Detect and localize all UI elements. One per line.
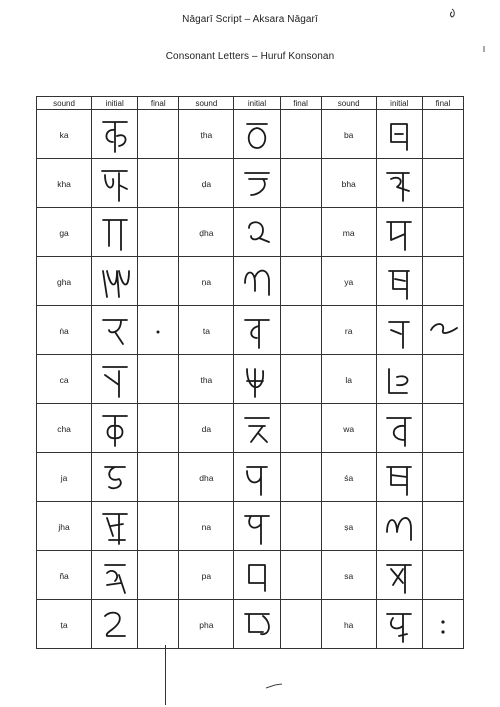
document-subtitle: Consonant Letters – Huruf Konsonan (165, 51, 335, 62)
sound-cell (179, 551, 234, 600)
sound-cell (179, 502, 234, 551)
sound-label: gha (56, 277, 72, 287)
nagari-letter-ha-glyph (381, 602, 417, 646)
initial-glyph-cell (234, 502, 280, 551)
table-header-row (37, 97, 464, 110)
sound-label: ḍha (199, 228, 214, 238)
sound-cell (179, 453, 234, 502)
initial-glyph-cell (376, 110, 422, 159)
sound-label: ga (59, 228, 69, 238)
sound-cell (179, 110, 234, 159)
sound-label: ḍa (201, 179, 212, 189)
sound-label: tha (200, 375, 213, 385)
sound-label: ṣa (344, 522, 354, 532)
sound-cell (37, 404, 92, 453)
final-glyph-cell (422, 404, 463, 453)
nagari-letter-ra-glyph (381, 308, 417, 352)
initial-glyph-cell (92, 159, 138, 208)
initial-glyph-cell (92, 600, 138, 649)
sound-cell (321, 159, 376, 208)
initial-glyph-cell (92, 306, 138, 355)
table-row (37, 404, 464, 453)
final-glyph-cell (422, 355, 463, 404)
final-glyph-cell (280, 453, 321, 502)
nagari-letter-da-glyph (239, 406, 275, 450)
final-mark-glyph (423, 602, 463, 646)
sound-label: pa (201, 571, 212, 581)
sound-cell (321, 355, 376, 404)
final-glyph-cell (422, 159, 463, 208)
sound-label: da (201, 424, 212, 434)
initial-glyph-cell (92, 257, 138, 306)
table-row (37, 257, 464, 306)
pen-line (165, 645, 166, 705)
nagari-letter-bha-glyph (381, 161, 417, 205)
sound-label: sa (344, 571, 354, 581)
initial-glyph-cell (92, 110, 138, 159)
initial-glyph-cell (234, 404, 280, 453)
final-glyph-cell (138, 208, 179, 257)
nagari-letter-dda-glyph (239, 161, 275, 205)
ink-dot (482, 46, 486, 52)
document-title: Nāgarī Script – Aksara Nāgarī (182, 14, 318, 25)
sound-cell (179, 600, 234, 649)
nagari-letter-pa-glyph (239, 553, 275, 597)
nagari-letter-nga-glyph (97, 308, 133, 352)
sound-label: śa (344, 473, 354, 483)
initial-glyph-cell (234, 453, 280, 502)
initial-glyph-cell (376, 453, 422, 502)
nagari-letter-sha-glyph (381, 455, 417, 499)
nagari-letter-kha-glyph (97, 161, 133, 205)
nagari-letter-ta-glyph (239, 308, 275, 352)
final-glyph-cell (280, 306, 321, 355)
sound-cell (37, 355, 92, 404)
nagari-letter-gha-glyph (97, 259, 133, 303)
final-glyph-cell (280, 159, 321, 208)
initial-glyph-cell (234, 600, 280, 649)
sound-cell (179, 208, 234, 257)
sound-cell (37, 551, 92, 600)
nagari-letter-na-glyph (239, 504, 275, 548)
initial-glyph-cell (376, 257, 422, 306)
table-row (37, 110, 464, 159)
sound-cell (321, 551, 376, 600)
final-glyph-cell (280, 110, 321, 159)
ink-scratch (265, 682, 283, 690)
sound-cell (37, 257, 92, 306)
initial-glyph-cell (234, 159, 280, 208)
sound-label: ca (59, 375, 69, 385)
sound-label: ra (344, 326, 353, 336)
sound-cell (321, 306, 376, 355)
final-glyph-cell (280, 502, 321, 551)
nagari-letter-ja-glyph (97, 455, 133, 499)
final-glyph-cell (138, 355, 179, 404)
sound-cell (321, 404, 376, 453)
sound-label: la (345, 375, 352, 385)
final-glyph-cell (138, 306, 179, 355)
header-final: final (138, 97, 179, 110)
sound-cell (37, 208, 92, 257)
nagari-letter-ga-glyph (97, 210, 133, 254)
table-row (37, 502, 464, 551)
sound-cell (179, 257, 234, 306)
nagari-letter-sa-glyph (381, 553, 417, 597)
sound-label: ṇa (201, 277, 212, 287)
sound-cell (321, 600, 376, 649)
nagari-letter-pha-glyph (239, 602, 275, 646)
final-glyph-cell (138, 110, 179, 159)
final-glyph-cell (422, 502, 463, 551)
sound-label: ha (343, 620, 354, 630)
initial-glyph-cell (234, 110, 280, 159)
table-row (37, 453, 464, 502)
sound-label: wa (343, 424, 355, 434)
final-glyph-cell (280, 551, 321, 600)
final-glyph-cell (422, 208, 463, 257)
initial-glyph-cell (92, 453, 138, 502)
nagari-letter-ca-glyph (97, 357, 133, 401)
sound-label: pha (199, 620, 214, 630)
final-glyph-cell (280, 600, 321, 649)
sound-cell (321, 110, 376, 159)
nagari-letter-tta-glyph (97, 602, 133, 646)
initial-glyph-cell (376, 208, 422, 257)
sound-cell (37, 306, 92, 355)
ink-mark (449, 8, 456, 18)
sound-label: cha (57, 424, 71, 434)
nagari-letter-ma-glyph (381, 210, 417, 254)
sound-cell (179, 159, 234, 208)
nagari-letter-nna-glyph (239, 259, 275, 303)
final-glyph-cell (280, 355, 321, 404)
sound-cell (37, 453, 92, 502)
initial-glyph-cell (376, 600, 422, 649)
header-sound: sound (179, 97, 234, 110)
sound-label: ña (59, 571, 69, 581)
initial-glyph-cell (92, 208, 138, 257)
nagari-letter-ya-glyph (381, 259, 417, 303)
nagari-letter-wa-glyph (381, 406, 417, 450)
final-glyph-cell (422, 306, 463, 355)
consonant-table (36, 96, 464, 649)
final-glyph-cell (138, 453, 179, 502)
sound-label: ba (343, 130, 354, 140)
header-initial: initial (92, 97, 138, 110)
initial-glyph-cell (376, 404, 422, 453)
final-glyph-cell (422, 600, 463, 649)
nagari-letter-la-glyph (381, 357, 417, 401)
sound-cell (37, 502, 92, 551)
initial-glyph-cell (376, 306, 422, 355)
sound-label: ṅa (59, 326, 69, 336)
sound-cell (321, 208, 376, 257)
final-glyph-cell (138, 404, 179, 453)
final-glyph-cell (422, 257, 463, 306)
nagari-letter-nya-glyph (97, 553, 133, 597)
initial-glyph-cell (92, 355, 138, 404)
nagari-letter-ba-glyph (381, 112, 417, 156)
sound-cell (321, 257, 376, 306)
initial-glyph-cell (92, 404, 138, 453)
sound-label: jha (58, 522, 70, 532)
sound-label: ma (342, 228, 355, 238)
table-row (37, 600, 464, 649)
sound-cell (179, 306, 234, 355)
nagari-letter-tha-glyph (239, 357, 275, 401)
sound-cell (37, 110, 92, 159)
table-row (37, 208, 464, 257)
header-initial: initial (376, 97, 422, 110)
final-glyph-cell (280, 257, 321, 306)
final-mark-glyph (138, 308, 178, 352)
final-mark-glyph (423, 308, 463, 352)
sound-label: ṭa (60, 620, 68, 630)
initial-glyph-cell (234, 551, 280, 600)
sound-cell (179, 355, 234, 404)
table-row (37, 159, 464, 208)
nagari-letter-dha-glyph (239, 455, 275, 499)
sound-label: ṭha (200, 130, 213, 140)
sound-label: dha (199, 473, 214, 483)
table-row (37, 306, 464, 355)
initial-glyph-cell (92, 551, 138, 600)
table-row (37, 355, 464, 404)
initial-glyph-cell (376, 159, 422, 208)
initial-glyph-cell (234, 208, 280, 257)
header-final: final (422, 97, 463, 110)
sound-cell (321, 453, 376, 502)
final-glyph-cell (138, 600, 179, 649)
initial-glyph-cell (376, 551, 422, 600)
initial-glyph-cell (234, 306, 280, 355)
sound-label: bha (341, 179, 356, 189)
initial-glyph-cell (92, 502, 138, 551)
sound-cell (37, 600, 92, 649)
nagari-letter-ka-glyph (97, 112, 133, 156)
header-initial: initial (234, 97, 280, 110)
header-sound: sound (37, 97, 92, 110)
sound-label: ja (60, 473, 68, 483)
initial-glyph-cell (234, 257, 280, 306)
nagari-letter-ddha-glyph (239, 210, 275, 254)
sound-label: ya (344, 277, 354, 287)
final-glyph-cell (422, 453, 463, 502)
nagari-letter-cha-glyph (97, 406, 133, 450)
final-glyph-cell (138, 551, 179, 600)
sound-label: na (201, 522, 212, 532)
sound-cell (179, 404, 234, 453)
final-glyph-cell (422, 551, 463, 600)
sound-label: kha (57, 179, 71, 189)
sound-label: ka (59, 130, 69, 140)
initial-glyph-cell (376, 502, 422, 551)
initial-glyph-cell (234, 355, 280, 404)
table-row (37, 551, 464, 600)
initial-glyph-cell (376, 355, 422, 404)
header-sound: sound (321, 97, 376, 110)
final-glyph-cell (138, 502, 179, 551)
final-glyph-cell (138, 257, 179, 306)
header-final: final (280, 97, 321, 110)
nagari-letter-jha-glyph (97, 504, 133, 548)
final-glyph-cell (138, 159, 179, 208)
nagari-letter-ttha-glyph (239, 112, 275, 156)
sound-cell (321, 502, 376, 551)
nagari-letter-ssa-glyph (381, 504, 417, 548)
sound-label: ta (202, 326, 210, 336)
final-glyph-cell (422, 110, 463, 159)
final-glyph-cell (280, 404, 321, 453)
sound-cell (37, 159, 92, 208)
final-glyph-cell (280, 208, 321, 257)
